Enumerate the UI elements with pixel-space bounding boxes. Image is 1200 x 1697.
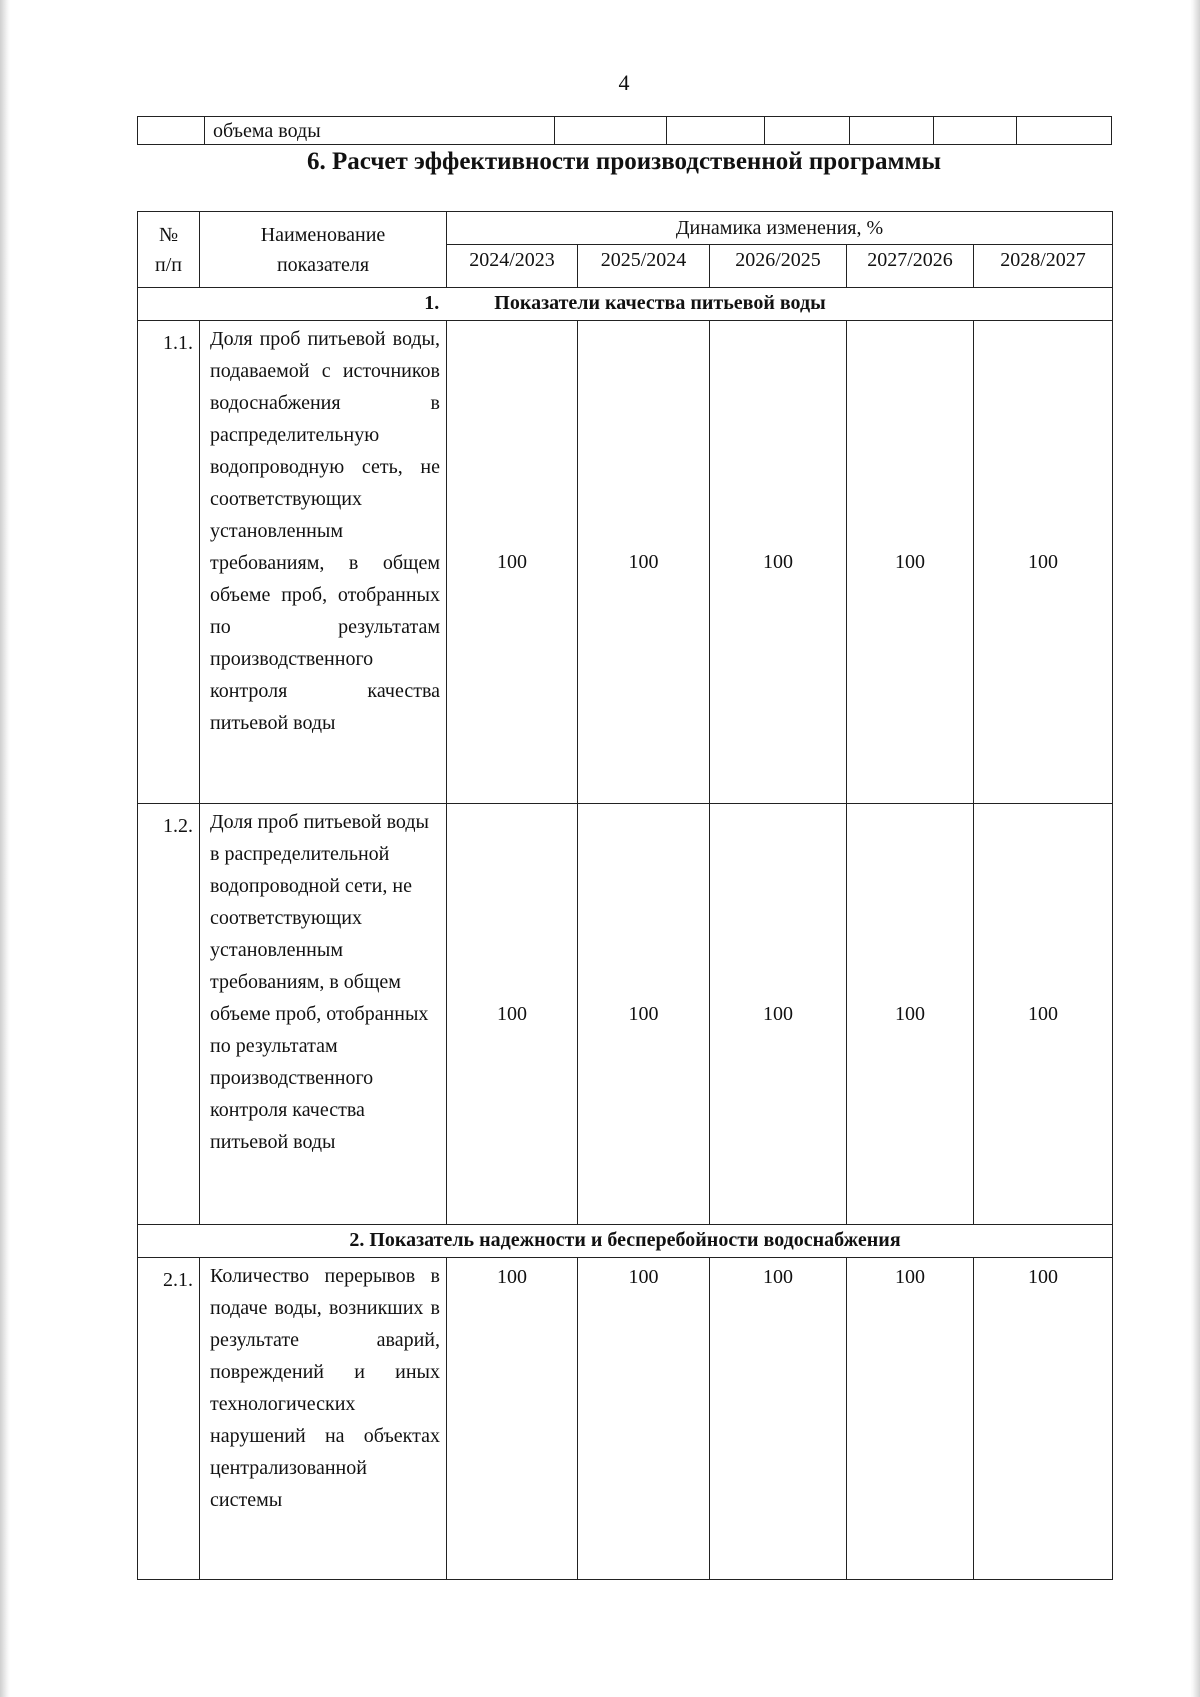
section-heading-1 bbox=[138, 288, 1113, 321]
header-period: 2026/2025 bbox=[710, 245, 847, 288]
row-value: 100 bbox=[447, 321, 578, 804]
section-heading-2 bbox=[138, 1225, 1113, 1258]
row-value: 100 bbox=[710, 1258, 847, 1580]
row-value: 100 bbox=[847, 804, 974, 1225]
row-value: 100 bbox=[447, 1258, 578, 1580]
scan-edge-right bbox=[1190, 0, 1200, 1697]
row-value: 100 bbox=[710, 804, 847, 1225]
header-period: 2024/2023 bbox=[447, 245, 578, 288]
header-number-line1: № bbox=[158, 223, 179, 246]
row-number: 2.1. bbox=[138, 1258, 200, 1580]
row-value: 100 bbox=[974, 1258, 1113, 1580]
carryover-cell bbox=[555, 117, 667, 145]
row-value: 100 bbox=[974, 321, 1113, 804]
carryover-cell bbox=[765, 117, 850, 145]
carryover-table bbox=[137, 116, 1112, 145]
header-period: 2028/2027 bbox=[974, 245, 1113, 288]
row-value: 100 bbox=[578, 1258, 710, 1580]
header-name bbox=[200, 212, 447, 288]
carryover-cell bbox=[667, 117, 765, 145]
header-name-line1: Наименование bbox=[260, 223, 386, 246]
header-period: 2025/2024 bbox=[578, 245, 710, 288]
section-row-2 bbox=[138, 1225, 1113, 1258]
section-title-text: Показатели качества питьевой воды bbox=[494, 292, 826, 314]
table-row bbox=[138, 1258, 1113, 1580]
header-row-top bbox=[138, 212, 1113, 245]
carryover-row bbox=[138, 117, 1112, 145]
row-number: 1.2. bbox=[138, 804, 200, 1225]
header-name-line2: показателя bbox=[276, 253, 370, 276]
carryover-cell bbox=[850, 117, 934, 145]
section-number: 1. bbox=[424, 292, 440, 314]
row-value: 100 bbox=[447, 804, 578, 1225]
header-dynamics: Динамика изменения, % bbox=[447, 212, 1113, 245]
table-row bbox=[138, 321, 1113, 804]
efficiency-table bbox=[137, 211, 1113, 1580]
carryover-cell bbox=[1017, 117, 1112, 145]
row-number: 1.1. bbox=[138, 321, 200, 804]
section-title-text: Показатель надежности и бесперебойности водоснабжения bbox=[369, 1229, 901, 1251]
row-value: 100 bbox=[974, 804, 1113, 1225]
table-row bbox=[138, 804, 1113, 1225]
carryover-cell bbox=[934, 117, 1017, 145]
section-title: 6. Расчет эффективности производственной программы bbox=[306, 148, 942, 175]
row-indicator-name: Доля проб питьевой воды в распределительной водопроводной сети, не соответствующих установленным требованиям, в общем объеме проб, отобранных по результатам производственного контроля качества питьевой воды bbox=[200, 804, 447, 1225]
row-value: 100 bbox=[578, 804, 710, 1225]
page-number: 4 bbox=[618, 70, 630, 95]
header-period: 2027/2026 bbox=[847, 245, 974, 288]
row-value: 100 bbox=[578, 321, 710, 804]
carryover-name-cell: объема воды bbox=[205, 117, 555, 145]
header-number bbox=[138, 212, 200, 288]
row-value: 100 bbox=[710, 321, 847, 804]
row-value: 100 bbox=[847, 1258, 974, 1580]
scan-edge-left bbox=[0, 0, 10, 1697]
header-number-line2: п/п bbox=[155, 253, 182, 276]
section-row-1 bbox=[138, 288, 1113, 321]
section-number: 2. bbox=[349, 1229, 365, 1251]
row-indicator-name: Количество перерывов в подаче воды, возникших в результате аварий, повреждений и иных технологических нарушений на объектах централизованной системы bbox=[200, 1258, 447, 1580]
carryover-num-cell bbox=[138, 117, 205, 145]
row-indicator-name: Доля проб питьевой воды, подаваемой с источников водоснабжения в распределительную водопроводную сеть, не соответствующих установленным требованиям, в общем объеме проб, отобранных по результатам производственного контроля качества питьевой воды bbox=[200, 321, 447, 804]
row-value: 100 bbox=[847, 321, 974, 804]
